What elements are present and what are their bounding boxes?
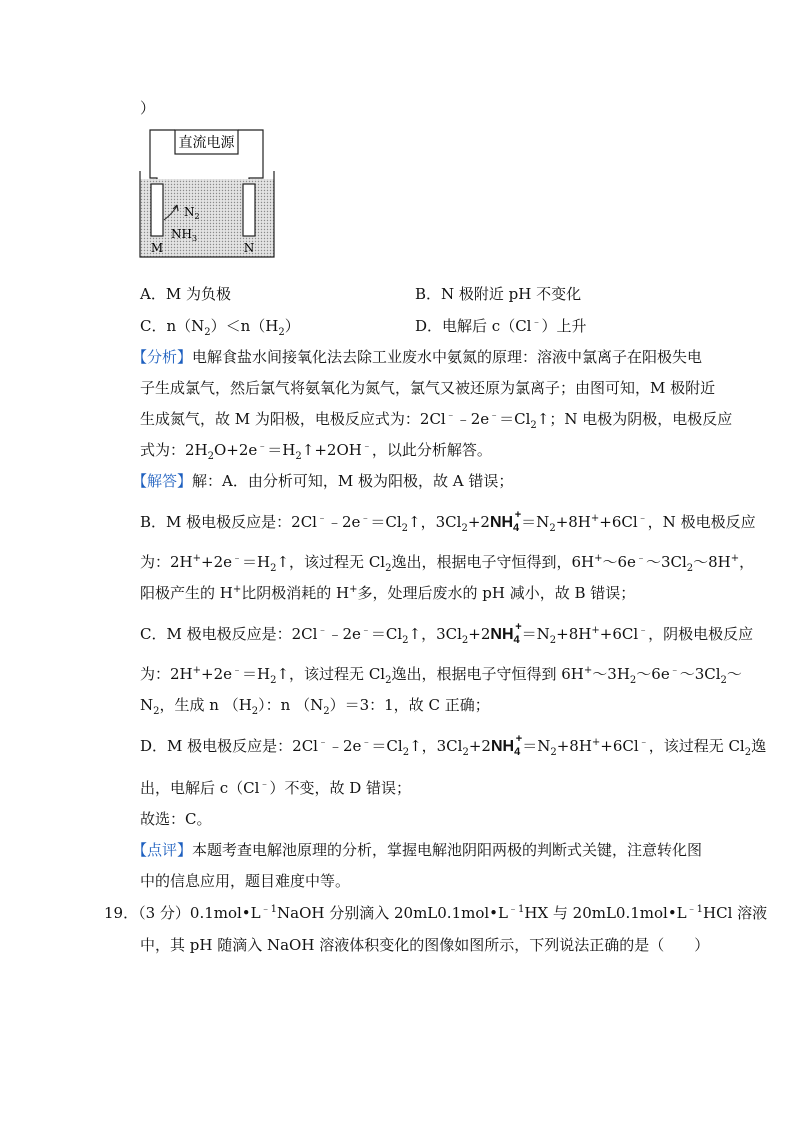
ammonium-formula: $NH_4$ + — [489, 509, 522, 534]
question-19-line-1: 19．（3 分）$0.1mol•L^{﹣1}NaOH$ 分别滴入 $20mL0.1mol•L^{﹣1}HX$ 与 $20mL0.1mol•L^{﹣1}HCl$ 溶液 — [104, 904, 768, 922]
comment-line-2: 中的信息应用，题目难度中等。 — [140, 872, 351, 890]
analysis-line-3: 生成氮气，故 M 为阳极，电极反应式为：$2Cl^﹣﹣2e^﹣=Cl_2↑$；N 电极为阴极，电极反应 — [140, 410, 733, 431]
comment-line-1: 【点评】本题考查电解池原理的分析，掌握电解池阴阳两极的判断式关键，注意转化图 — [132, 841, 703, 859]
question-19-line-2: 中，其 pH 随滴入 NaOH 溶液体积变化的图像如图所示，下列说法正确的是（ ） — [140, 936, 710, 954]
electrode-m-label: M — [150, 241, 164, 255]
answer-c-line-3: $N_2$，生成 n $(H_2)$：n $(N_2)=3$：1，故 C 正确； — [140, 696, 490, 717]
electrode-n-label: N — [243, 241, 255, 255]
analysis-line-4: 式为：$2H_2O+2e^﹣=H_2↑+2OH^﹣$，以此分析解答。 — [140, 441, 492, 462]
option-d: D．电解后 c（Cl﹣）上升 — [415, 317, 587, 335]
answer-intro: 【解答】解：A．由分析可知，M 极为阳极，故 A 错误； — [132, 472, 514, 490]
option-b: B．N 极附近 pH 不变化 — [415, 285, 582, 303]
option-a: A．M 为负极 — [140, 285, 231, 303]
electrode-n — [243, 184, 255, 236]
answer-choice: 故选：C。 — [140, 810, 212, 828]
answer-b-line-3: 阳极产生的 H+比阴极消耗的 H+多，处理后废水的 pH 减小，故 B 错误； — [140, 584, 636, 602]
n2-label: $N_2$ — [184, 205, 200, 221]
answer-c-line-2: 为：$2H^++2e^﹣=H_2↑$，该过程无 $Cl_2$逸出，根据电子守恒得到 $6H^+\sim 3H_2\sim 6e^﹣\sim 3Cl_2\sim$ — [140, 665, 742, 686]
comment-tag: 【点评】 — [132, 841, 193, 859]
answer-b-line-1: B．M 极电极反应是：$2Cl^﹣﹣2e^﹣=Cl_2↑$，$3Cl_2+2NH_4$ + $=N_2+8H^++6Cl^﹣$，N 极电极反应 — [140, 509, 756, 534]
ammonium-formula: $NH_4$ + — [490, 733, 523, 758]
power-source-label: 直流电源 — [178, 135, 235, 151]
ammonium-formula: $NH_4$ + — [490, 621, 522, 646]
analysis-line-2: 子生成氯气，然后氯气将氨氧化为氮气，氯气又被还原为氯离子；由图可知，M 极附近 — [140, 379, 716, 397]
nh3-label: $NH_3$ — [171, 227, 198, 243]
question-close-paren: ） — [140, 99, 156, 117]
electrode-m — [151, 184, 163, 236]
electrolysis-diagram — [137, 126, 277, 261]
answer-c-line-1: C．M 极电极反应是：$2Cl^﹣﹣2e^﹣=Cl_2↑$，$3Cl_2+2NH_4$ + $=N_2+8H^++6Cl^﹣$，阴极电极反应 — [140, 621, 754, 646]
answer-d-line-2: 出，电解后 c（Cl﹣）不变，故 D 错误； — [140, 779, 412, 797]
analysis-tag: 【分析】 — [132, 348, 193, 366]
option-c: C．$n(N_2)<n(H_2)$ — [140, 317, 300, 338]
answer-d-line-1: D．M 极电极反应是：$2Cl^﹣﹣2e^﹣=Cl_2↑$，$3Cl_2+2NH_4$ + $=N_2+8H^++6Cl^﹣$，该过程无 $Cl_2$逸 — [140, 733, 767, 758]
answer-b-line-2: 为：$2H^++2e^﹣=H_2↑$，该过程无 $Cl_2$逸出，根据电子守恒得到，$6H^+\sim 6e^﹣\sim 3Cl_2\sim 8H^+$， — [140, 553, 755, 574]
answer-tag: 【解答】 — [132, 472, 193, 490]
analysis-line-1: 【分析】电解食盐水间接氧化法去除工业废水中氨氮的原理：溶液中氯离子在阳极失电 — [132, 348, 703, 366]
